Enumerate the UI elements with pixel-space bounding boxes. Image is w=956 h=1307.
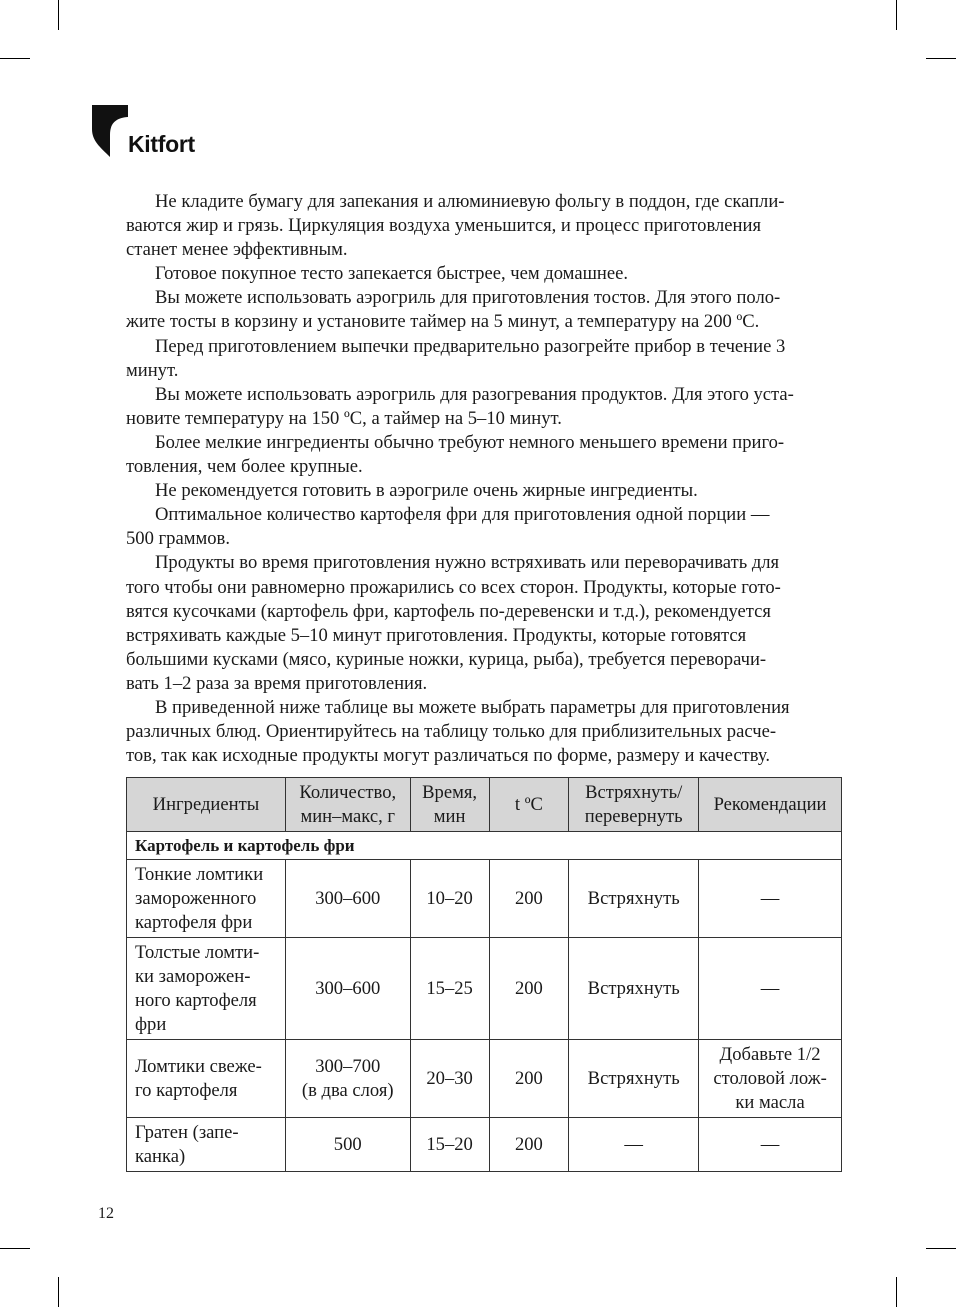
paragraph: Перед приготовлением выпечки предварительно разогрейте прибор в течение 3 минут. xyxy=(126,335,786,381)
paragraph: Не кладите бумагу для запекания и алюминиевую фольгу в поддон, где скапли- ваются жир и грязь. Циркуляция воздуха уменьшится, и процесс приготовления станет менее эффективным. xyxy=(126,191,785,261)
crop-mark xyxy=(896,0,897,30)
table-header-cell: Встряхнуть/ перевернуть xyxy=(569,778,699,832)
page-number: 12 xyxy=(98,1205,114,1222)
table-cell: 500 xyxy=(285,1118,410,1172)
table-cell: Добавьте 1/2 столовой лож- ки масла xyxy=(699,1040,842,1118)
table-cell: Встряхнуть xyxy=(569,938,699,1040)
table-section-title: Картофель и картофель фри xyxy=(127,832,842,860)
table-row xyxy=(127,1118,842,1172)
paragraph: В приведенной ниже таблице вы можете выбрать параметры для приготовления различных блюд. Ориентируйтесь на таблицу только для приблизительных расче- тов, так как исходные продукты могут различаться по форме, размеру и качеству. xyxy=(126,696,790,767)
cooking-table xyxy=(126,777,842,1172)
paragraph: Более мелкие ингредиенты обычно требуют немного меньшего времени приго- товления, чем более крупные. xyxy=(126,431,785,478)
crop-mark xyxy=(0,58,30,59)
table-section-row xyxy=(127,832,842,860)
table-header-cell: Время, мин xyxy=(410,778,489,832)
table-header-cell: Количество, мин–макс, г xyxy=(285,778,410,832)
table-cell: — xyxy=(569,1118,699,1172)
table-cell: 15–25 xyxy=(410,938,489,1040)
table-cell: 10–20 xyxy=(410,860,489,938)
crop-mark xyxy=(58,1277,59,1307)
table-cell: Гратен (запе- канка) xyxy=(127,1118,286,1172)
table-cell: Встряхнуть xyxy=(569,1040,699,1118)
crop-mark xyxy=(926,58,956,59)
paragraph: Оптимальное количество картофеля фри для приготовления одной порции — 500 граммов. xyxy=(126,504,770,550)
paragraph: Продукты во время приготовления нужно встряхивать или переворачивать для того чтобы они равномерно прожарились со всех сторон. Продукты, которые гото- вятся кусочками (картофель фри, картофель по-деревенски и т.д.), рекомендуется встряхивать каждые 5–10 минут приготовления. Продукты, которые готовятся большими кусками (мясо, куриные ножки, курица, рыба), требуется переворачи- вать 1–2 раза за время приготовления. xyxy=(126,552,781,694)
table-cell: Толстые ломти- ки заморожен- ного картофеля фри xyxy=(127,938,286,1040)
table-row xyxy=(127,1040,842,1118)
paragraph: Готовое покупное тесто запекается быстрее, чем домашнее. xyxy=(155,263,628,285)
table-cell: 200 xyxy=(489,1118,569,1172)
table-cell: — xyxy=(699,860,842,938)
kitfort-logo-icon xyxy=(92,105,128,157)
table-row xyxy=(127,938,842,1040)
body-text xyxy=(126,190,838,768)
table-cell: — xyxy=(699,938,842,1040)
table-header-cell: Ингредиенты xyxy=(127,778,286,832)
paragraph: Не рекомендуется готовить в аэрогриле очень жирные ингредиенты. xyxy=(155,480,698,502)
table-cell: 300–600 xyxy=(285,938,410,1040)
crop-mark xyxy=(58,0,59,30)
table-cell: 200 xyxy=(489,938,569,1040)
table-cell: 200 xyxy=(489,860,569,938)
crop-mark xyxy=(0,1248,30,1249)
crop-mark xyxy=(926,1248,956,1249)
table-cell: 20–30 xyxy=(410,1040,489,1118)
paragraph: Вы можете использовать аэрогриль для разогревания продуктов. Для этого уста- новите температуру на 150 ºС, а таймер на 5–10 минут. xyxy=(126,383,794,429)
table-cell: Ломтики свеже- го картофеля xyxy=(127,1040,286,1118)
table-cell: — xyxy=(699,1118,842,1172)
table-cell: Тонкие ломтики замороженного картофеля фри xyxy=(127,860,286,938)
table-cell: 300–700 (в два слоя) xyxy=(285,1040,410,1118)
table-cell: Встряхнуть xyxy=(569,860,699,938)
table-row xyxy=(127,860,842,938)
table-header-row xyxy=(127,778,842,832)
table-header-cell: t ºС xyxy=(489,778,569,832)
brand-name: Kitfort xyxy=(128,131,195,157)
table-cell: 15–20 xyxy=(410,1118,489,1172)
crop-mark xyxy=(896,1277,897,1307)
brand-logo xyxy=(92,101,195,157)
table-header-cell: Рекомендации xyxy=(699,778,842,832)
table-cell: 200 xyxy=(489,1040,569,1118)
table-cell: 300–600 xyxy=(285,860,410,938)
paragraph: Вы можете использовать аэрогриль для приготовления тостов. Для этого поло- жите тосты в корзину и установите таймер на 5 минут, а температуру на 200 ºС. xyxy=(126,287,781,333)
